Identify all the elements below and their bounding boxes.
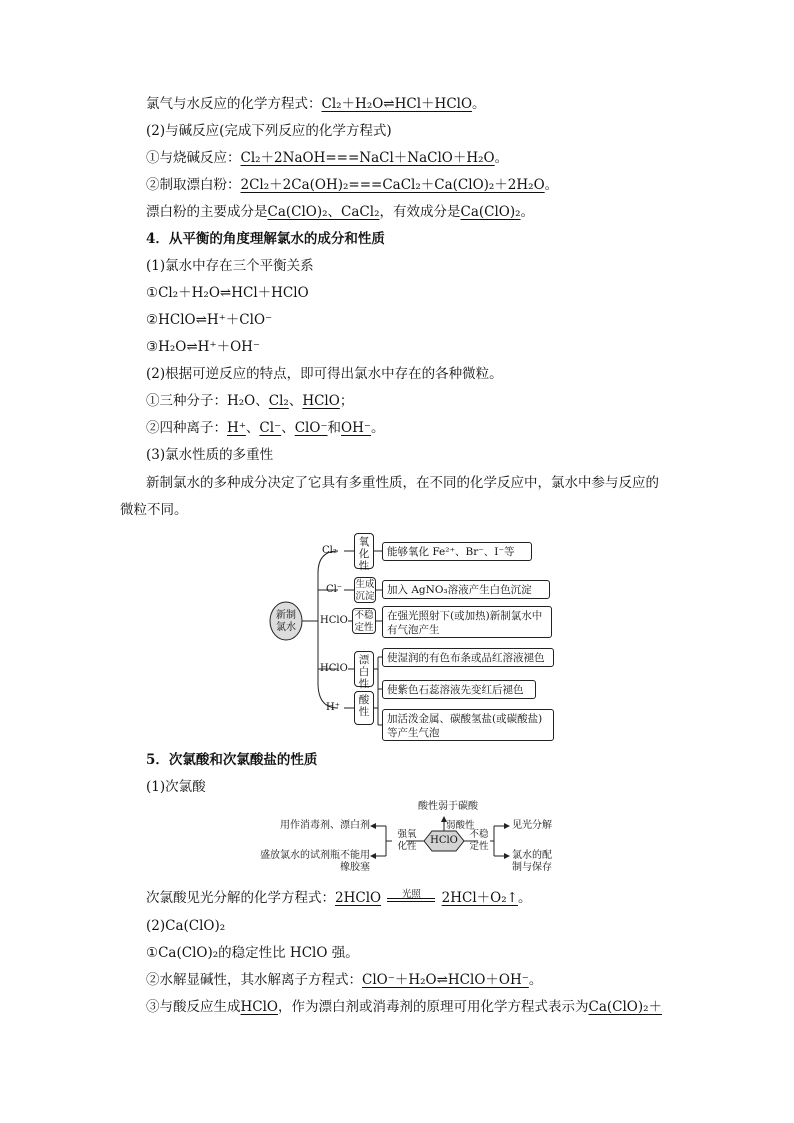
text-line <box>146 175 558 195</box>
text-line: (2)根据可逆反应的特点，即可得出氯水中存在的各种微粒。 <box>146 366 503 382</box>
property-box: 氧化性 <box>354 533 374 569</box>
punct: 。 <box>520 204 535 220</box>
text-line <box>146 94 486 114</box>
text-line: (3)氯水性质的多重性 <box>146 447 274 463</box>
answer: Ca(ClO)₂ <box>460 204 521 220</box>
line-text: 漂白粉的主要成分是 <box>146 204 268 220</box>
equals-sign <box>387 898 435 902</box>
text-line: ①Ca(ClO)₂的稳定性比 HClO 强。 <box>146 945 359 961</box>
text-line: (1)氯水中存在三个平衡关系 <box>146 258 314 274</box>
punct: ； <box>339 393 354 409</box>
line-text: ①三种分子：H₂O、 <box>146 393 269 409</box>
text-line: 新制氯水的多种成分决定了它具有多重性质，在不同的化学反应中，氯水中参与反应的 <box>146 475 659 491</box>
answer: ClO⁻ <box>294 420 328 436</box>
line-text: ②制取漂白粉： <box>146 177 241 193</box>
center-label: HClO <box>430 835 458 846</box>
result-box: 能够氧化 Fe²⁺、Br⁻、I⁻等 <box>382 542 532 561</box>
punct: 。 <box>544 177 559 193</box>
property-box: 酸性 <box>354 691 374 725</box>
text-line: 微粒不同。 <box>120 502 188 518</box>
text-line <box>146 391 353 411</box>
particle-label: Cl₂ <box>322 545 337 556</box>
answer: H⁺ <box>227 420 246 436</box>
line-text: ②水解显碱性，其水解离子方程式： <box>146 972 362 988</box>
equation: 2Cl₂＋2Ca(OH)₂===CaCl₂＋Ca(ClO)₂＋2H₂O <box>240 177 545 193</box>
chlorine-water-diagram <box>268 533 558 745</box>
result-box: 加入 AgNO₃溶液产生白色沉淀 <box>382 580 550 599</box>
punct: 和 <box>327 420 342 436</box>
edge-label: 强氧化性 <box>397 829 417 852</box>
punct: 。 <box>371 420 385 436</box>
text-line <box>146 418 385 438</box>
punct: 、 <box>281 420 295 436</box>
punct: 。 <box>494 150 509 166</box>
answer: HClO <box>302 393 340 409</box>
particle-label: H⁺ <box>326 702 340 713</box>
text-line <box>146 997 662 1017</box>
reaction-arrow <box>385 888 437 908</box>
text-line <box>146 202 534 222</box>
answer: Ca(ClO)₂、CaCl₂ <box>267 204 380 220</box>
equation: Cl₂＋H₂O⇌HCl＋HClO <box>321 96 473 112</box>
line-text: 次氯酸见光分解的化学方程式： <box>146 890 335 906</box>
text-line: ③H₂O⇌H⁺＋OH⁻ <box>146 339 261 355</box>
section-heading: 4．从平衡的角度理解氯水的成分和性质 <box>146 231 385 247</box>
hclo-diagram <box>258 800 558 880</box>
text-line: (2)Ca(ClO)₂ <box>146 918 226 934</box>
punct: 、 <box>288 393 303 409</box>
punct: 。 <box>528 972 543 988</box>
line-text: ③与酸反应生成 <box>146 999 241 1015</box>
reaction-condition: 光照 <box>401 889 421 900</box>
text-line: (2)与碱反应(完成下列反应的化学方程式) <box>146 123 392 139</box>
line-text: ①与烧碱反应： <box>146 150 241 166</box>
answer: HClO <box>240 999 278 1015</box>
text-line: (1)次氯酸 <box>146 779 206 795</box>
answer: OH⁻ <box>341 420 371 436</box>
left-top: 用作消毒剂、漂白剂 <box>280 820 370 831</box>
line-text: 氯气与水反应的化学方程式： <box>146 96 322 112</box>
result-box: 使紫色石蕊溶液先变红后褪色 <box>382 680 536 699</box>
equation: Cl₂＋2NaOH===NaCl＋NaClO＋H₂O <box>240 150 495 166</box>
line-text: ，有效成分是 <box>379 204 461 220</box>
result-box: 使湿润的有色布条或品红溶液褪色 <box>382 648 554 667</box>
result-box: 在强光照射下(或加热)新制氯水中有气泡产生 <box>382 606 552 638</box>
answer: Cl₂ <box>268 393 289 409</box>
edge-label: 弱酸性 <box>446 820 475 831</box>
text-line <box>146 888 531 908</box>
punct: 。 <box>472 96 486 112</box>
punct: 。 <box>517 890 532 906</box>
answer: 2HCl＋O₂↑ <box>441 890 518 906</box>
property-box: 漂白性 <box>354 651 374 687</box>
punct: 、 <box>245 420 260 436</box>
property-box: 不稳定性 <box>352 608 376 634</box>
particle-label: HClO <box>320 615 348 626</box>
text-line <box>146 148 508 168</box>
right-bottom: 氯水的配制与保存 <box>512 850 552 873</box>
text-line: ①Cl₂＋H₂O⇌HCl＋HClO <box>146 285 309 301</box>
line-text: ，作为漂白剂或消毒剂的原理可用化学方程式表示为 <box>278 999 589 1015</box>
particle-label: HClO <box>320 663 348 674</box>
right-top: 见光分解 <box>512 820 552 831</box>
top-label: 酸性弱于碳酸 <box>418 801 478 812</box>
result-box: 加活泼金属、碳酸氢盐(或碳酸盐)等产生气泡 <box>382 709 554 741</box>
answer: Ca(ClO)₂＋ <box>588 999 663 1015</box>
left-bottom: 盛放氯水的试剂瓶不能用橡胶塞 <box>260 850 370 873</box>
edge-label: 不稳定性 <box>469 829 489 852</box>
center-label: 新制氯水 <box>276 610 296 633</box>
particle-label: Cl⁻ <box>326 584 343 595</box>
text-line <box>146 970 542 990</box>
property-box: 生成沉淀 <box>355 579 375 602</box>
section-heading: 5．次氯酸和次氯酸盐的性质 <box>146 752 318 768</box>
answer: Cl⁻ <box>259 420 282 436</box>
answer: 2HClO <box>335 890 382 906</box>
text-line: ②HClO⇌H⁺＋ClO⁻ <box>146 312 273 328</box>
equation: ClO⁻＋H₂O⇌HClO＋OH⁻ <box>362 972 529 988</box>
line-text: ②四种离子： <box>146 420 227 436</box>
